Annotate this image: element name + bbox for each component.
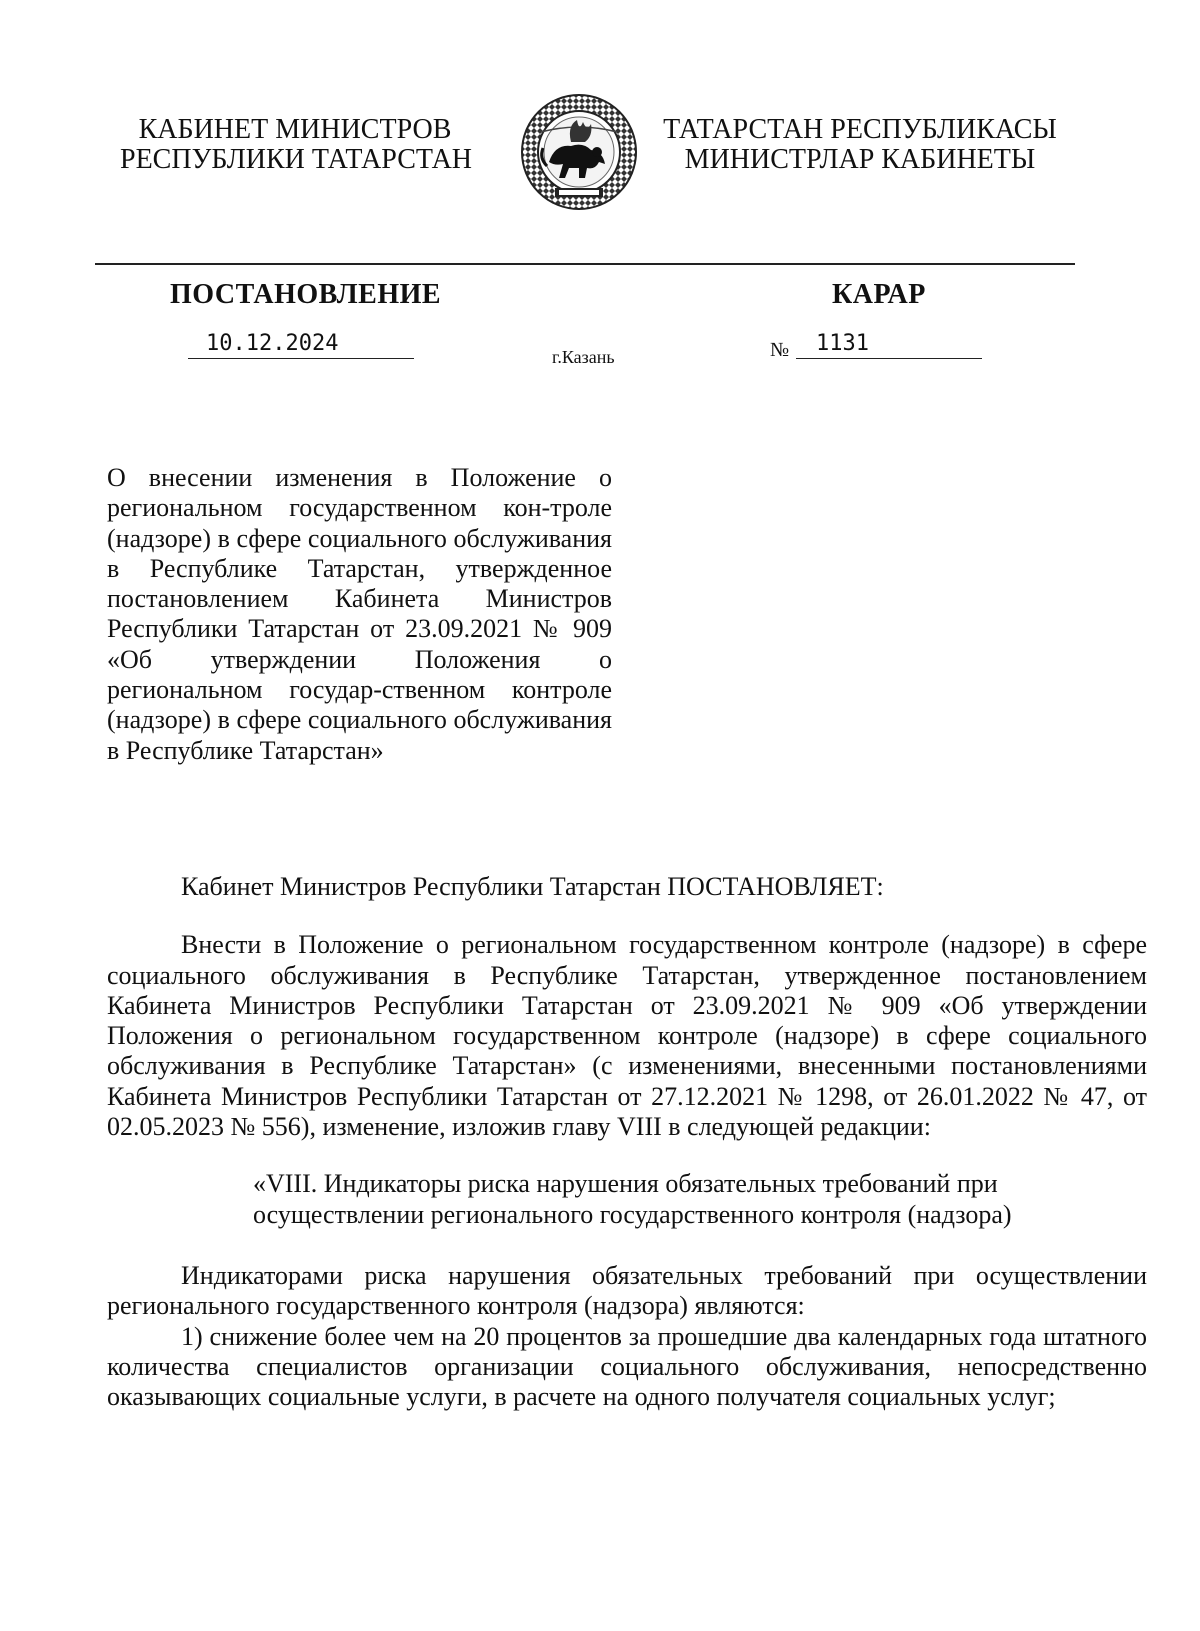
document-type-title: ПОСТАНОВЛЕНИЕ	[170, 279, 442, 310]
chapter-heading-line-2: осуществлении регионального государственного контроля (надзора)	[253, 1199, 1012, 1229]
header-left-line-2: РЕСПУБЛИКИ ТАТАРСТАН	[120, 144, 473, 175]
document-number: 1131	[796, 330, 982, 359]
header-divider	[95, 263, 1075, 265]
document-city: г.Казань	[552, 347, 615, 367]
decree-statement: Кабинет Министров Республики Татарстан ПОСТАНОВЛЯЕТ:	[181, 872, 884, 901]
header-tatar	[650, 115, 1070, 175]
chapter-heading	[253, 1169, 1093, 1230]
document-subject: О внесении изменения в Положение о региональном государственном кон-троле (надзоре) в сфере социального обслуживания в Республике Татарстан, утвержденное постановлением Кабинета Министров Республики Татарстан от 23.09.2021 № 909 «Об утверждении Положения о региональном государ-ственном контроле (надзоре) в сфере социального обслуживания в Республике Татарстан»	[107, 463, 612, 765]
tatarstan-coat-of-arms-icon	[519, 92, 639, 212]
document-date: 10.12.2024	[188, 330, 414, 359]
chapter-heading-line-1: «VIII. Индикаторы риска нарушения обязательных требований при	[253, 1169, 998, 1199]
header-left-line-1: КАБИНЕТ МИНИСТРОВ	[138, 114, 452, 145]
document-type-title-tatar: КАРАР	[832, 279, 926, 310]
body-paragraph: 1) снижение более чем на 20 процентов за прошедшие два календарных года штатного количества специалистов организации социального обслуживания, непосредственно оказывающих социальные услуги, в расчете на одного получателя социальных услуг;	[107, 1321, 1147, 1412]
document-body	[107, 872, 1147, 1412]
header-right-line-1: ТАТАРСТАН РЕСПУБЛИКАСЫ	[663, 114, 1057, 145]
header-russian	[120, 114, 473, 175]
body-paragraph: Индикаторами риска нарушения обязательных требований при осуществлении регионального государственного контроля (надзора) являются:	[107, 1260, 1147, 1321]
number-sign: №	[770, 339, 790, 361]
header-right-line-2: МИНИСТРЛАР КАБИНЕТЫ	[684, 144, 1036, 175]
body-paragraph: Внести в Положение о региональном государственном контроле (надзоре) в сфере социального обслуживания в Республике Татарстан, утвержденное постановлением Кабинета Министров Республики Татарстан от 23.09.2021 № 909 «Об утверждении Положения о региональном государственном контроле (надзоре) в сфере социального обслуживания в Республике Татарстан» (с изменениями, внесенными постановлениями Кабинета Министров Республики Татарстан от 27.12.2021 № 1298, от 26.01.2022 № 47, от 02.05.2023 № 556), изменение, изложив главу VIII в следующей редакции:	[107, 930, 1147, 1142]
